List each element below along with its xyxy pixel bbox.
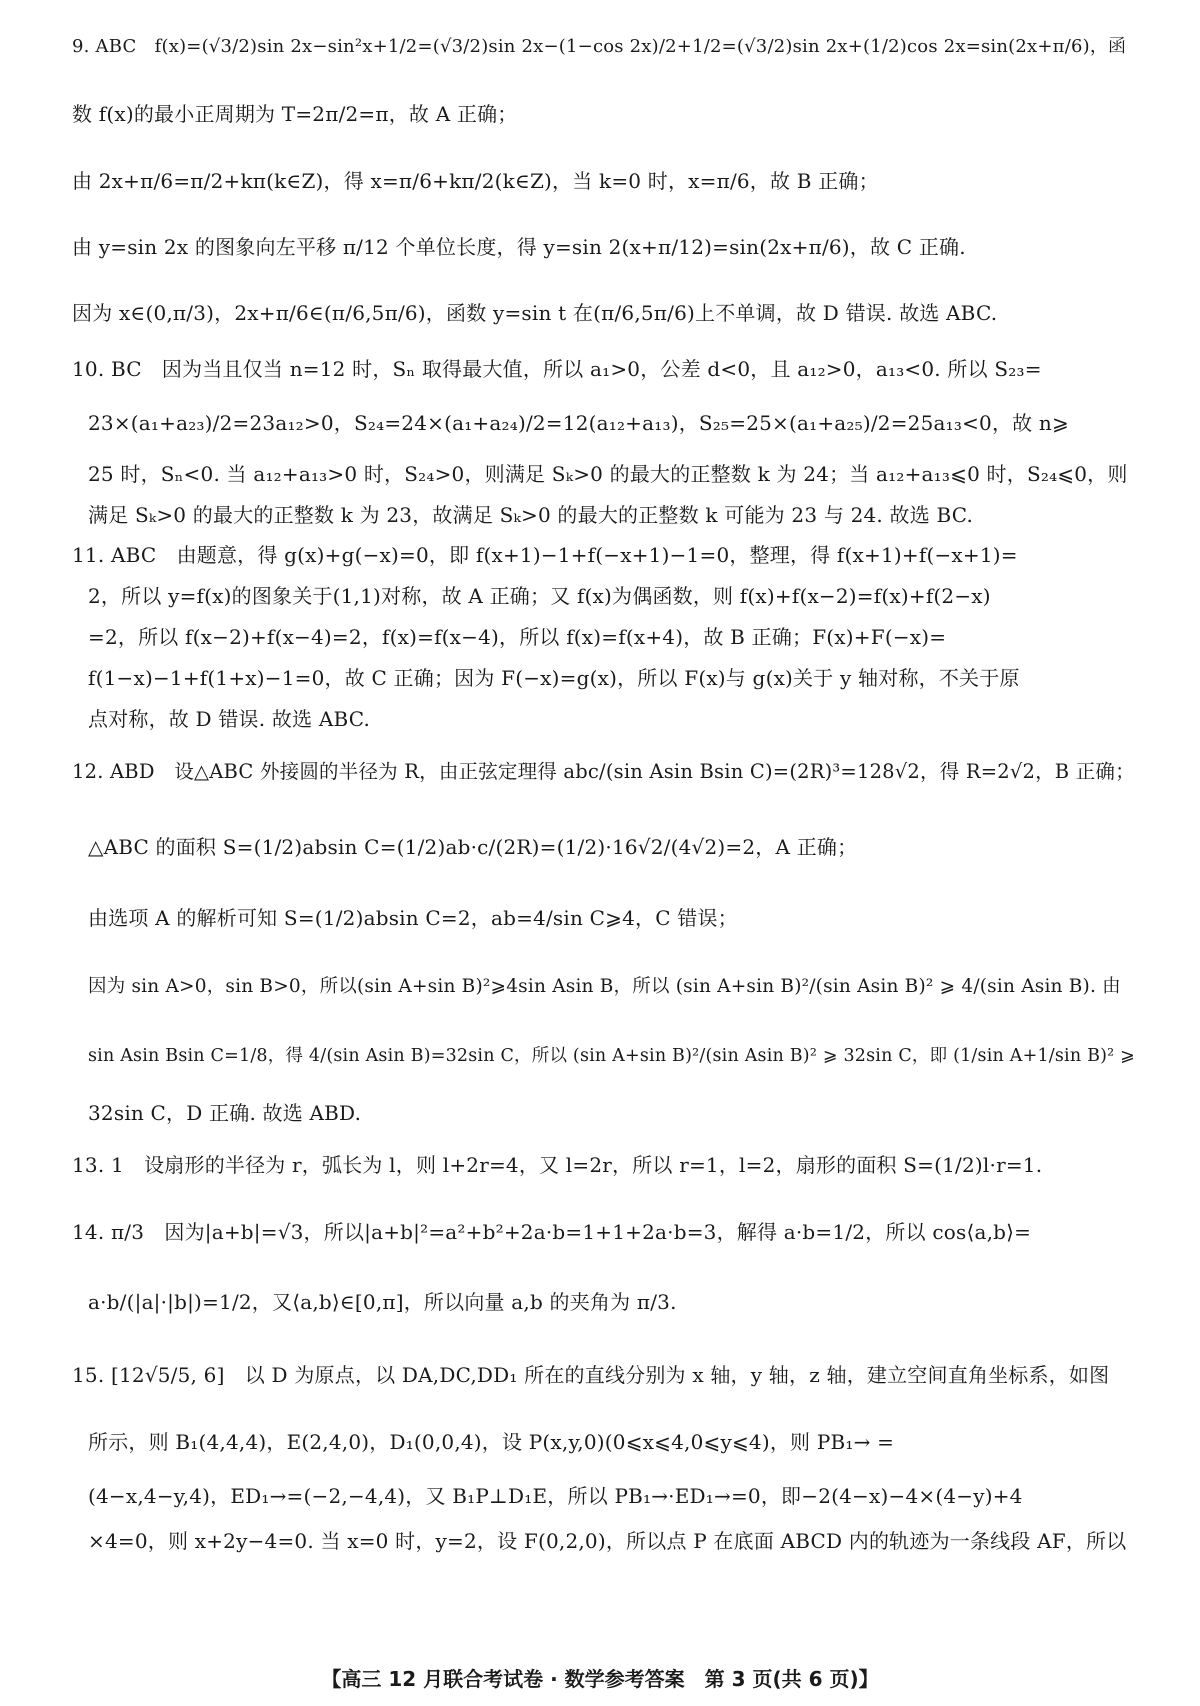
q9-line-5: 因为 x∈(0,π/3)，2x+π/6∈(π/6,5π/6)，函数 y=sin t 在(π/6,5π/6)上不单调，故 D 错误. 故选 ABC.	[72, 301, 998, 325]
q15-line-4: ×4=0，则 x+2y−4=0. 当 x=0 时，y=2，设 F(0,2,0)，所以点 P 在底面 ABCD 内的轨迹为一条线段 AF，所以	[88, 1529, 1127, 1553]
q12-line-3: 由选项 A 的解析可知 S=(1/2)absin C=2，ab=4/sin C⩾4，C 错误；	[88, 906, 738, 930]
q11-line-4: f(1−x)−1+f(1+x)−1=0，故 C 正确；因为 F(−x)=g(x)，所以 F(x)与 g(x)关于 y 轴对称，不关于原	[88, 666, 1020, 690]
q10-line-1: 10. BC 因为当且仅当 n=12 时，Sₙ 取得最大值，所以 a₁>0，公差 d<0，且 a₁₂>0，a₁₃<0. 所以 S₂₃=	[72, 357, 1042, 381]
q10-line-3: 25 时，Sₙ<0. 当 a₁₂+a₁₃>0 时，S₂₄>0，则满足 Sₖ>0 的最大的正整数 k 为 24；当 a₁₂+a₁₃⩽0 时，S₂₄⩽0，则	[88, 462, 1128, 486]
q12-line-1: 12. ABD 设△ABC 外接圆的半径为 R，由正弦定理得 abc/(sin Asin Bsin C)=(2R)³=128√2，得 R=2√2，B 正确；	[72, 760, 1135, 783]
q12-line-2: △ABC 的面积 S=(1/2)absin C=(1/2)ab·c/(2R)=(1/2)·16√2/(4√2)=2，A 正确；	[88, 835, 858, 859]
page-footer: 【高三 12 月联合考试卷 · 数学参考答案 第 3 页(共 6 页)】	[321, 1667, 879, 1691]
q9-line-2: 数 f(x)的最小正周期为 T=2π/2=π，故 A 正确；	[72, 102, 518, 126]
q14-line-2: a·b/(|a|·|b|)=1/2，又⟨a,b⟩∈[0,π]，所以向量 a,b 的夹角为 π/3.	[88, 1290, 677, 1314]
q12-line-6: 32sin C，D 正确. 故选 ABD.	[88, 1101, 362, 1125]
q10-line-2: 23×(a₁+a₂₃)/2=23a₁₂>0，S₂₄=24×(a₁+a₂₄)/2=12(a₁₂+a₁₃)，S₂₅=25×(a₁+a₂₅)/2=25a₁₃<0，故 n⩾	[88, 411, 1069, 435]
q10-line-4: 满足 Sₖ>0 的最大的正整数 k 为 23，故满足 Sₖ>0 的最大的正整数 k 可能为 23 与 24. 故选 BC.	[88, 503, 974, 527]
q9-line-1: 9. ABC f(x)=(√3/2)sin 2x−sin²x+1/2=(√3/2)sin 2x−(1−cos 2x)/2+1/2=(√3/2)sin 2x+(1/2)cos 2x=sin(2x+π/6)，函	[72, 36, 1127, 57]
q12-line-4: 因为 sin A>0，sin B>0，所以(sin A+sin B)²⩾4sin Asin B，所以 (sin A+sin B)²/(sin Asin B)² ⩾ 4/(sin Asin B). 由	[88, 976, 1121, 997]
q14-line-1: 14. π/3 因为|a+b|=√3，所以|a+b|²=a²+b²+2a·b=1+1+2a·b=3，解得 a·b=1/2，所以 cos⟨a,b⟩=	[72, 1220, 1032, 1244]
q15-line-1: 15. [12√5/5, 6] 以 D 为原点，以 DA,DC,DD₁ 所在的直线分别为 x 轴，y 轴，z 轴，建立空间直角坐标系，如图	[72, 1363, 1110, 1387]
q9-line-4: 由 y=sin 2x 的图象向左平移 π/12 个单位长度，得 y=sin 2(x+π/12)=sin(2x+π/6)，故 C 正确.	[72, 235, 966, 259]
q11-line-2: 2，所以 y=f(x)的图象关于(1,1)对称，故 A 正确；又 f(x)为偶函数，则 f(x)+f(x−2)=f(x)+f(2−x)	[88, 584, 991, 608]
q15-line-2: 所示，则 B₁(4,4,4)，E(2,4,0)，D₁(0,0,4)，设 P(x,y,0)(0⩽x⩽4,0⩽y⩽4)，则 PB₁→ =	[88, 1430, 895, 1454]
q12-line-5: sin Asin Bsin C=1/8，得 4/(sin Asin B)=32sin C，所以 (sin A+sin B)²/(sin Asin B)² ⩾ 32sin C，即 (1/sin A+1/sin B)² ⩾	[88, 1046, 1136, 1066]
q9-line-3: 由 2x+π/6=π/2+kπ(k∈Z)，得 x=π/6+kπ/2(k∈Z)，当 k=0 时，x=π/6，故 B 正确；	[72, 169, 879, 193]
q15-line-3: (4−x,4−y,4)，ED₁→=(−2,−4,4)，又 B₁P⊥D₁E，所以 PB₁→·ED₁→=0，即−2(4−x)−4×(4−y)+4	[88, 1484, 1023, 1508]
q11-line-1: 11. ABC 由题意，得 g(x)+g(−x)=0，即 f(x+1)−1+f(−x+1)−1=0，整理，得 f(x+1)+f(−x+1)=	[72, 543, 1018, 567]
q13-line-1: 13. 1 设扇形的半径为 r，弧长为 l，则 l+2r=4，又 l=2r，所以 r=1，l=2，扇形的面积 S=(1/2)l·r=1.	[72, 1153, 1043, 1177]
q11-line-5: 点对称，故 D 错误. 故选 ABC.	[88, 707, 371, 731]
q11-line-3: =2，所以 f(x−2)+f(x−4)=2，f(x)=f(x−4)，所以 f(x)=f(x+4)，故 B 正确；F(x)+F(−x)=	[88, 625, 947, 649]
